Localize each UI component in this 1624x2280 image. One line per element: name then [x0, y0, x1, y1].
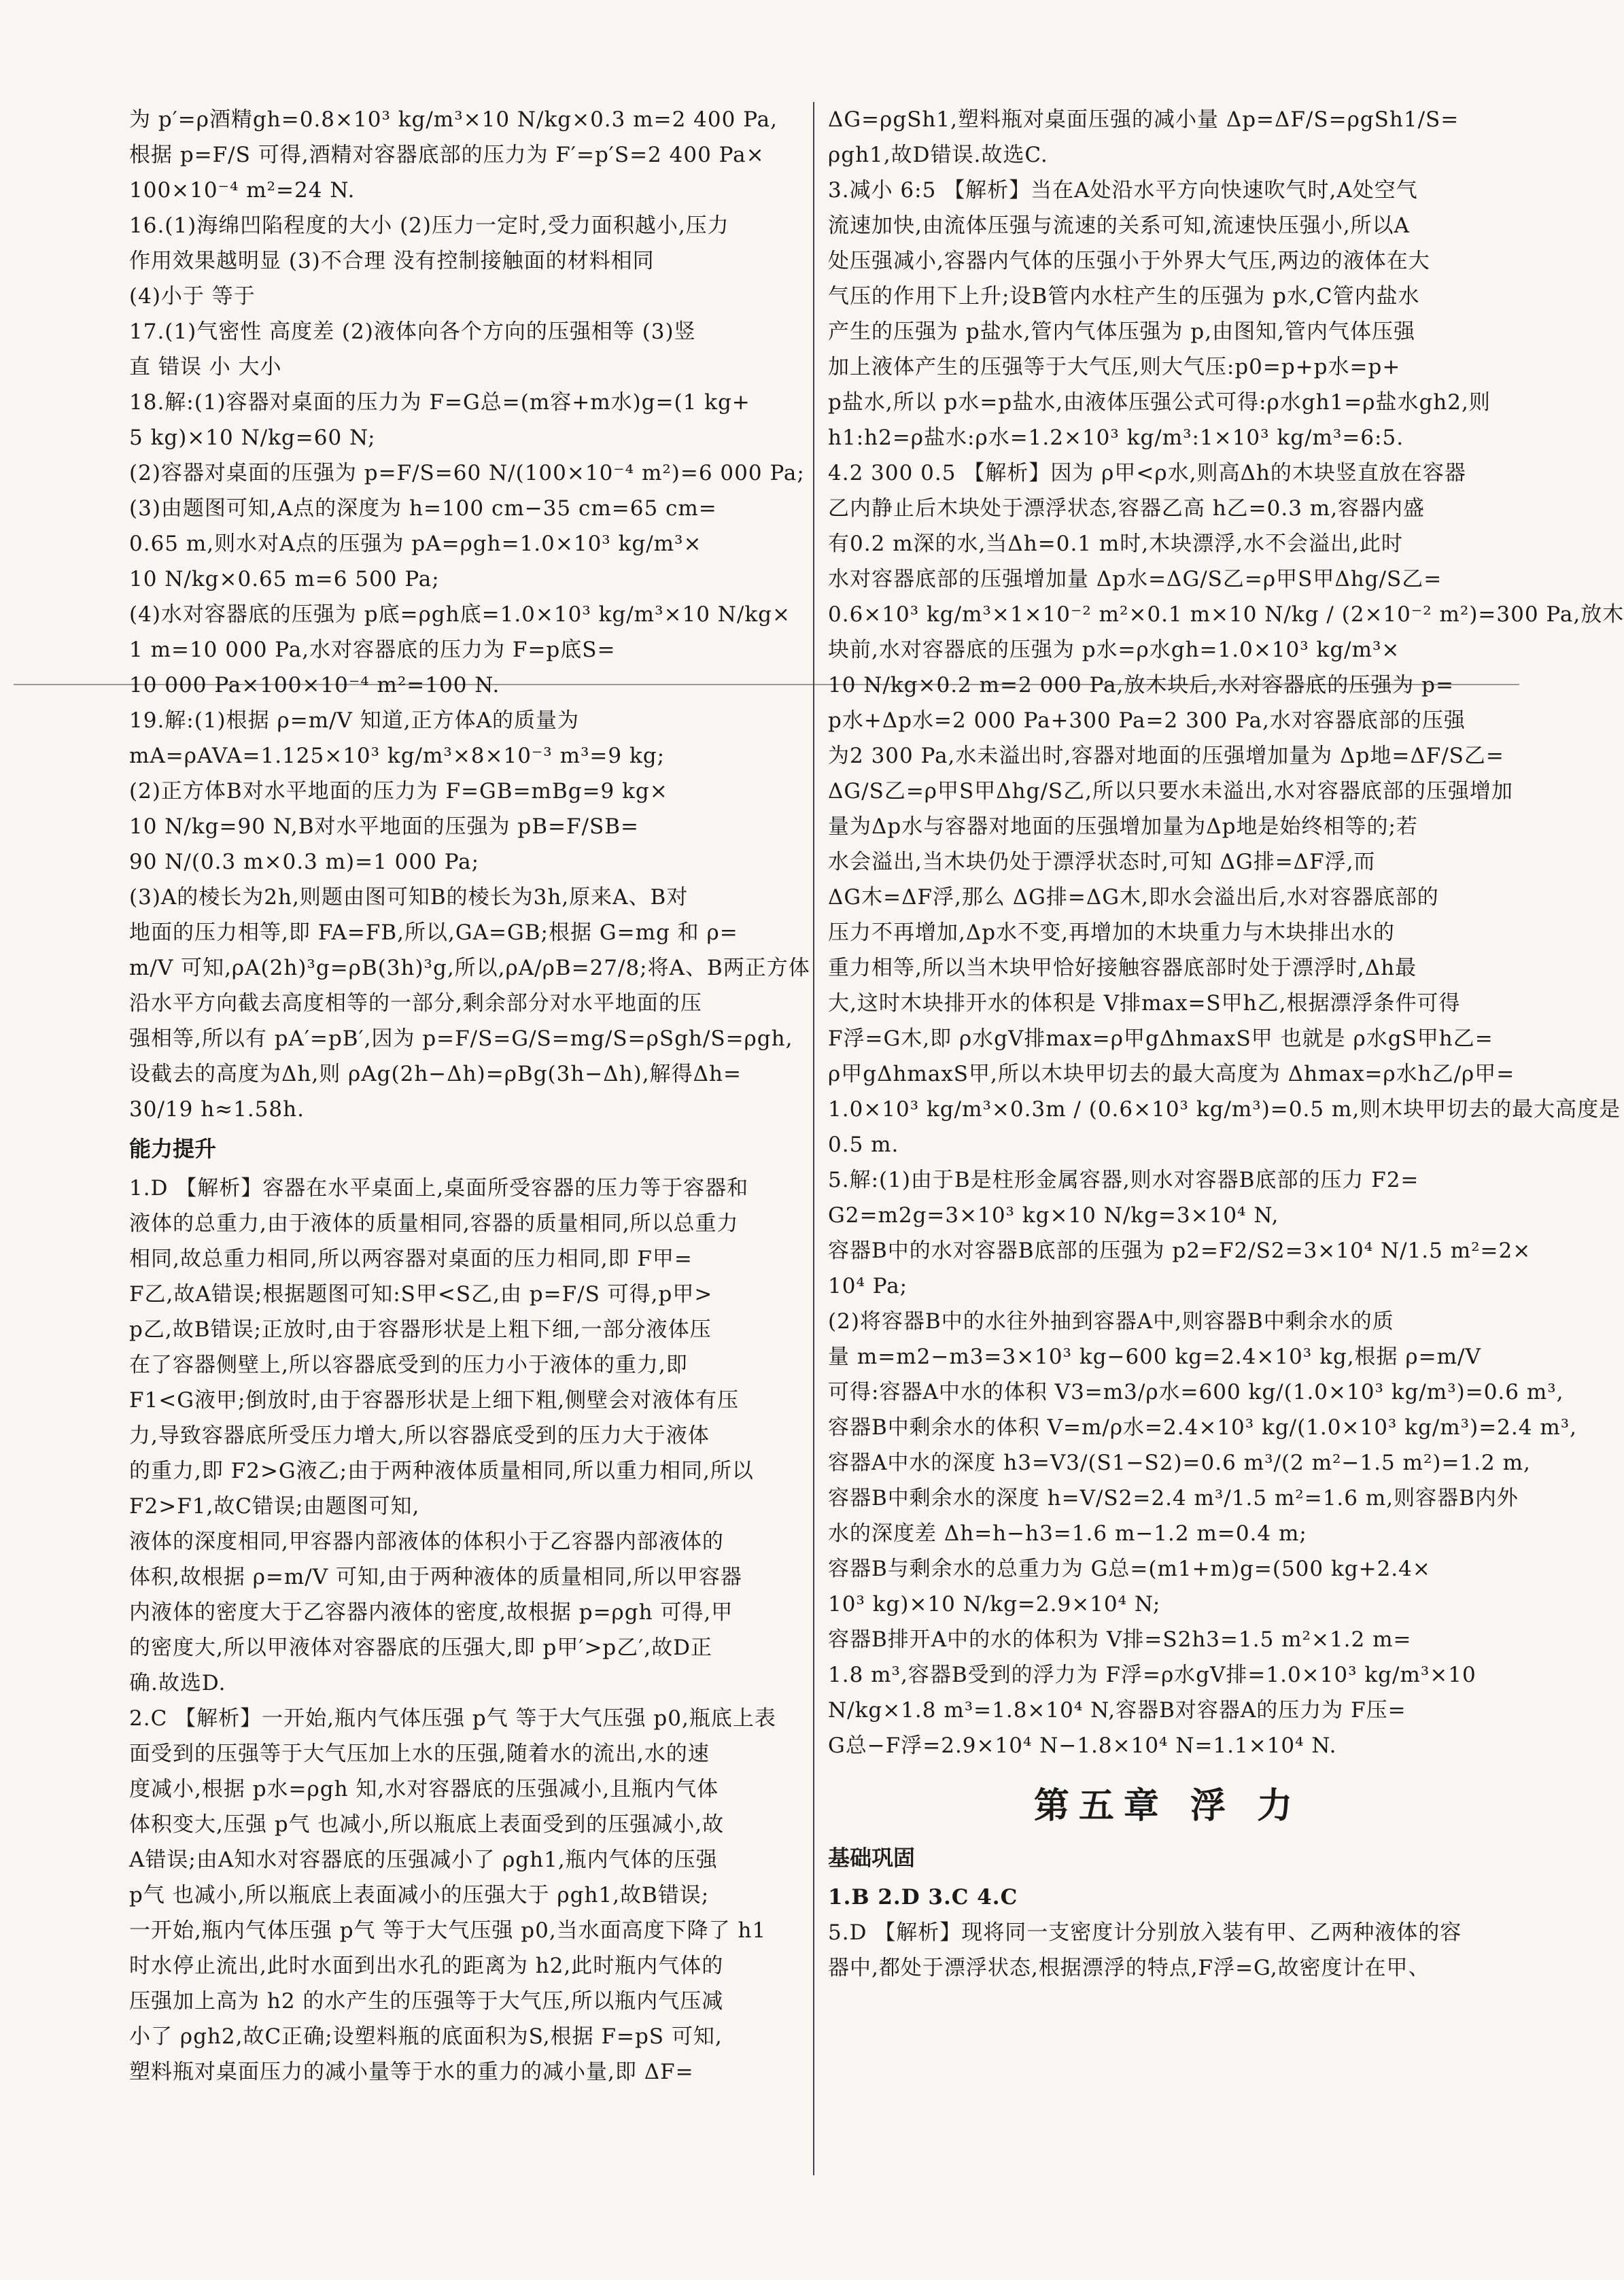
- text-line: 3.减小 6:5 【解析】当在A处沿水平方向快速吹气时,A处空气: [828, 178, 1418, 203]
- text-line: 30/19 h≈1.58h.: [129, 1097, 305, 1122]
- text-line: 水会溢出,当木块仍处于漂浮状态时,可知 ΔG排=ΔF浮,而: [828, 850, 1376, 874]
- text-line: G总−F浮=2.9×10⁴ N−1.8×10⁴ N=1.1×10⁴ N.: [828, 1733, 1337, 1758]
- text-line: 根据 p=F/S 可得,酒精对容器底部的压力为 F′=p′S=2 400 Pa×: [129, 143, 765, 167]
- text-line: (2)正方体B对水平地面的压力为 F=GB=mBg=9 kg×: [129, 779, 668, 804]
- text-line: 水的深度差 Δh=h−h3=1.6 m−1.2 m=0.4 m;: [828, 1521, 1307, 1546]
- text-line: 10⁴ Pa;: [828, 1274, 908, 1298]
- text-line: 相同,故总重力相同,所以两容器对桌面的压力相同,即 F甲=: [129, 1247, 693, 1271]
- chapter-title: 第五章 浮 力: [1033, 1786, 1302, 1827]
- text-line: 液体的深度相同,甲容器内部液体的体积小于乙容器内部液体的: [129, 1530, 724, 1554]
- text-line: 度减小,根据 p水=ρgh 知,水对容器底的压强减小,且瓶内气体: [129, 1777, 719, 1801]
- text-line: 90 N/(0.3 m×0.3 m)=1 000 Pa;: [129, 850, 480, 874]
- text-line: ρgh1,故D错误.故选C.: [828, 143, 1048, 167]
- text-line: 塑料瓶对桌面压力的减小量等于水的重力的减小量,即 ΔF=: [129, 2060, 694, 2084]
- text-line: 1.8 m³,容器B受到的浮力为 F浮=ρ水gV排=1.0×10³ kg/m³×10: [828, 1663, 1476, 1687]
- basic-answers: 1.B 2.D 3.C 4.C: [828, 1885, 1018, 1910]
- text-line: 器中,都处于漂浮状态,根据漂浮的特点,F浮=G,故密度计在甲、: [828, 1956, 1430, 1980]
- text-line: 容器B与剩余水的总重力为 G总=(m1+m)g=(500 kg+2.4×: [828, 1557, 1431, 1581]
- text-line: ΔG/S乙=ρ甲S甲Δhg/S乙,所以只要水未溢出,水对容器底部的压强增加: [828, 779, 1513, 804]
- text-line: 的重力,即 F2>G液乙;由于两种液体质量相同,所以重力相同,所以: [129, 1459, 754, 1483]
- text-line: F乙,故A错误;根据题图可知:S甲<S乙,由 p=F/S 可得,p甲>: [129, 1282, 713, 1307]
- section-basic: 基础巩固: [828, 1845, 916, 1871]
- text-line: ΔG=ρgSh1,塑料瓶对桌面压强的减小量 Δp=ΔF/S=ρgSh1/S=: [828, 107, 1459, 132]
- text-line: 0.5 m.: [828, 1133, 899, 1157]
- text-line: (3)A的棱长为2h,则题由图可知B的棱长为3h,原来A、B对: [129, 885, 689, 910]
- text-line: 5.D 【解析】现将同一支密度计分别放入装有甲、乙两种液体的容: [828, 1920, 1462, 1945]
- text-line: 乙内静止后木块处于漂浮状态,容器乙高 h乙=0.3 m,容器内盛: [828, 496, 1426, 521]
- left-column: [129, 102, 810, 2090]
- text-line: h1:h2=ρ盐水:ρ水=1.2×10³ kg/m³:1×10³ kg/m³=6:5.: [828, 426, 1404, 450]
- text-line: (4)水对容器底的压强为 p底=ρgh底=1.0×10³ kg/m³×10 N/kg×: [129, 602, 791, 627]
- text-line: 5 kg)×10 N/kg=60 N;: [129, 426, 376, 450]
- text-line: 水对容器底部的压强增加量 Δp水=ΔG/S乙=ρ甲S甲Δhg/S乙=: [828, 567, 1442, 591]
- right-column: [828, 102, 1624, 1986]
- text-line: 加上液体产生的压强等于大气压,则大气压:p0=p+p水=p+: [828, 355, 1401, 379]
- text-line: 强相等,所以有 pA′=pB′,因为 p=F/S=G/S=mg/S=ρSgh/S=ρgh,: [129, 1026, 793, 1051]
- text-line: N/kg×1.8 m³=1.8×10⁴ N,容器B对容器A的压力为 F压=: [828, 1698, 1406, 1723]
- text-line: 0.6×10³ kg/m³×1×10⁻² m²×0.1 m×10 N/kg / (2×10⁻² m²)=300 Pa,放木: [828, 602, 1624, 627]
- text-line: 0.65 m,则水对A点的压强为 pA=ρgh=1.0×10³ kg/m³×: [129, 532, 702, 556]
- text-line: 容器A中水的深度 h3=V3/(S1−S2)=0.6 m³/(2 m²−1.5 m²)=1.2 m,: [828, 1451, 1531, 1475]
- text-line: ΔG木=ΔF浮,那么 ΔG排=ΔG木,即水会溢出后,水对容器底部的: [828, 885, 1439, 910]
- text-line: 10 N/kg×0.2 m=2 000 Pa,放木块后,水对容器底的压强为 p=: [828, 673, 1454, 697]
- text-line: 10 N/kg=90 N,B对水平地面的压强为 pB=F/SB=: [129, 814, 639, 839]
- text-line: 10 N/kg×0.65 m=6 500 Pa;: [129, 567, 440, 591]
- text-line: ρ甲gΔhmaxS甲,所以木块甲切去的最大高度为 Δhmax=ρ水h乙/ρ甲=: [828, 1062, 1515, 1086]
- text-line: 4.2 300 0.5 【解析】因为 ρ甲<ρ水,则高Δh的木块竖直放在容器: [828, 461, 1466, 485]
- text-line: p气 也减小,所以瓶底上表面减小的压强大于 ρgh1,故B错误;: [129, 1883, 710, 1907]
- text-line: 的密度大,所以甲液体对容器底的压强大,即 p甲′>p乙′,故D正: [129, 1636, 713, 1660]
- text-line: 气压的作用下上升;设B管内水柱产生的压强为 p水,C管内盐水: [828, 284, 1420, 309]
- text-line: 可得:容器A中水的体积 V3=m3/ρ水=600 kg/(1.0×10³ kg/m³)=0.6 m³,: [828, 1380, 1564, 1404]
- text-line: mA=ρAVA=1.125×10³ kg/m³×8×10⁻³ m³=9 kg;: [129, 744, 666, 768]
- text-line: 一开始,瓶内气体压强 p气 等于大气压强 p0,当水面高度下降了 h1: [129, 1918, 767, 1943]
- text-line: 为2 300 Pa,水未溢出时,容器对地面的压强增加量为 Δp地=ΔF/S乙=: [828, 744, 1504, 768]
- text-line: 为 p′=ρ酒精gh=0.8×10³ kg/m³×10 N/kg×0.3 m=2 400 Pa,: [129, 107, 778, 132]
- column-divider: [813, 102, 814, 2175]
- text-line: 容器B中剩余水的深度 h=V/S2=2.4 m³/1.5 m²=1.6 m,则容器B内外: [828, 1486, 1519, 1510]
- text-line: 重力相等,所以当木块甲恰好接触容器底部时处于漂浮时,Δh最: [828, 956, 1417, 980]
- text-line: (3)由题图可知,A点的深度为 h=100 cm−35 cm=65 cm=: [129, 496, 717, 521]
- text-line: 块前,水对容器底的压强为 p水=ρ水gh=1.0×10³ kg/m³×: [828, 638, 1400, 662]
- text-line: 体积,故根据 ρ=m/V 可知,由于两种液体的质量相同,所以甲容器: [129, 1565, 742, 1589]
- text-line: 有0.2 m深的水,当Δh=0.1 m时,木块漂浮,水不会溢出,此时: [828, 532, 1403, 556]
- text-line: 容器B中剩余水的体积 V=m/ρ水=2.4×10³ kg/(1.0×10³ kg/m³)=2.4 m³,: [828, 1415, 1578, 1440]
- text-line: 1.D 【解析】容器在水平桌面上,桌面所受容器的压力等于容器和: [129, 1176, 749, 1201]
- text-line: 处压强减小,容器内气体的压强小于外界大气压,两边的液体在大: [828, 249, 1430, 273]
- text-line: (2)容器对桌面的压强为 p=F/S=60 N/(100×10⁻⁴ m²)=6 000 Pa;: [129, 461, 805, 485]
- text-line: 16.(1)海绵凹陷程度的大小 (2)压力一定时,受力面积越小,压力: [129, 213, 729, 238]
- text-line: 内液体的密度大于乙容器内液体的密度,故根据 p=ρgh 可得,甲: [129, 1600, 733, 1625]
- text-line: 17.(1)气密性 高度差 (2)液体向各个方向的压强相等 (3)竖: [129, 319, 696, 344]
- text-line: 1 m=10 000 Pa,水对容器底的压力为 F=p底S=: [129, 638, 616, 662]
- text-line: 小了 ρgh2,故C正确;设塑料瓶的底面积为S,根据 F=pS 可知,: [129, 2024, 723, 2049]
- text-line: 19.解:(1)根据 ρ=m/V 知道,正方体A的质量为: [129, 708, 580, 733]
- text-line: 1.0×10³ kg/m³×0.3m / (0.6×10³ kg/m³)=0.5 m,则木块甲切去的最大高度是: [828, 1097, 1621, 1122]
- text-line: (4)小于 等于: [129, 284, 256, 309]
- text-line: 压力不再增加,Δp水不变,再增加的木块重力与木块排出水的: [828, 920, 1395, 945]
- text-line: p盐水,所以 p水=p盐水,由液体压强公式可得:ρ水gh1=ρ盐水gh2,则: [828, 390, 1491, 415]
- text-line: 100×10⁻⁴ m²=24 N.: [129, 178, 356, 203]
- text-line: 2.C 【解析】一开始,瓶内气体压强 p气 等于大气压强 p0,瓶底上表: [129, 1706, 776, 1731]
- text-line: 设截去的高度为Δh,则 ρAg(2h−Δh)=ρBg(3h−Δh),解得Δh=: [129, 1062, 742, 1086]
- text-line: 18.解:(1)容器对桌面的压力为 F=G总=(m容+m水)g=(1 kg+: [129, 390, 750, 415]
- text-line: 直 错误 小 大小: [129, 355, 282, 379]
- text-line: m/V 可知,ρA(2h)³g=ρB(3h)³g,所以,ρA/ρB=27/8;将A、B两正方体: [129, 956, 810, 980]
- text-line: p水+Δp水=2 000 Pa+300 Pa=2 300 Pa,水对容器底部的压强: [828, 708, 1466, 733]
- right-column-text: [828, 102, 1624, 1763]
- text-line: F1<G液甲;倒放时,由于容器形状是上细下粗,侧壁会对液体有压: [129, 1388, 740, 1413]
- text-line: F2>F1,故C错误;由题图可知,: [129, 1494, 420, 1519]
- basic-question-5: [828, 1915, 1508, 1986]
- text-line: 沿水平方向截去高度相等的一部分,剩余部分对水平地面的压: [129, 991, 702, 1016]
- text-line: 体积变大,压强 p气 也减小,所以瓶底上表面受到的压强减小,故: [129, 1812, 725, 1837]
- text-line: 力,导致容器底所受压力增大,所以容器底受到的压力大于液体: [129, 1423, 710, 1448]
- text-line: G2=m2g=3×10³ kg×10 N/kg=3×10⁴ N,: [828, 1203, 1279, 1228]
- text-line: 10³ kg)×10 N/kg=2.9×10⁴ N;: [828, 1592, 1161, 1617]
- text-line: 时水停止流出,此时水面到出水孔的距离为 h2,此时瓶内气体的: [129, 1954, 724, 1978]
- text-line: 流速加快,由流体压强与流速的关系可知,流速快压强小,所以A: [828, 213, 1410, 238]
- text-line: 大,这时木块排开水的体积是 V排max=S甲h乙,根据漂浮条件可得: [828, 991, 1461, 1016]
- text-line: 10 000 Pa×100×10⁻⁴ m²=100 N.: [129, 673, 500, 697]
- text-line: 容器B中的水对容器B底部的压强为 p2=F2/S2=3×10⁴ N/1.5 m²=2×: [828, 1239, 1532, 1263]
- text-line: 5.解:(1)由于B是柱形金属容器,则水对容器B底部的压力 F2=: [828, 1168, 1419, 1192]
- text-line: F浮=G木,即 ρ水gV排max=ρ甲gΔhmaxS甲 也就是 ρ水gS甲h乙=: [828, 1026, 1493, 1051]
- text-line: 地面的压力相等,即 FA=FB,所以,GA=GB;根据 G=mg 和 ρ=: [129, 920, 738, 945]
- text-line: p乙,故B错误;正放时,由于容器形状是上粗下细,一部分液体压: [129, 1317, 712, 1342]
- text-line: (2)将容器B中的水往外抽到容器A中,则容器B中剩余水的质: [828, 1309, 1394, 1334]
- text-line: 量 m=m2−m3=3×10³ kg−600 kg=2.4×10³ kg,根据 ρ=m/V: [828, 1345, 1481, 1369]
- text-line: 确.故选D.: [129, 1671, 226, 1695]
- text-line: 容器B排开A中的水的体积为 V排=S2h3=1.5 m²×1.2 m=: [828, 1627, 1412, 1652]
- text-line: 压强加上高为 h2 的水产生的压强等于大气压,所以瓶内气压减: [129, 1989, 724, 2014]
- text-line: 在了容器侧壁上,所以容器底受到的压力小于液体的重力,即: [129, 1353, 688, 1377]
- text-line: 液体的总重力,由于液体的质量相同,容器的质量相同,所以总重力: [129, 1211, 739, 1236]
- section-title: 能力提升: [129, 1136, 217, 1162]
- text-line: A错误;由A知水对容器底的压强减小了 ρgh1,瓶内气体的压强: [129, 1848, 718, 1872]
- text-line: 量为Δp水与容器对地面的压强增加量为Δp地是始终相等的;若: [828, 814, 1418, 839]
- text-line: 产生的压强为 p盐水,管内气体压强为 p,由图知,管内气体压强: [828, 319, 1415, 344]
- text-line: 面受到的压强等于大气压加上水的压强,随着水的流出,水的速: [129, 1742, 710, 1766]
- text-line: 作用效果越明显 (3)不合理 没有控制接触面的材料相同: [129, 249, 655, 273]
